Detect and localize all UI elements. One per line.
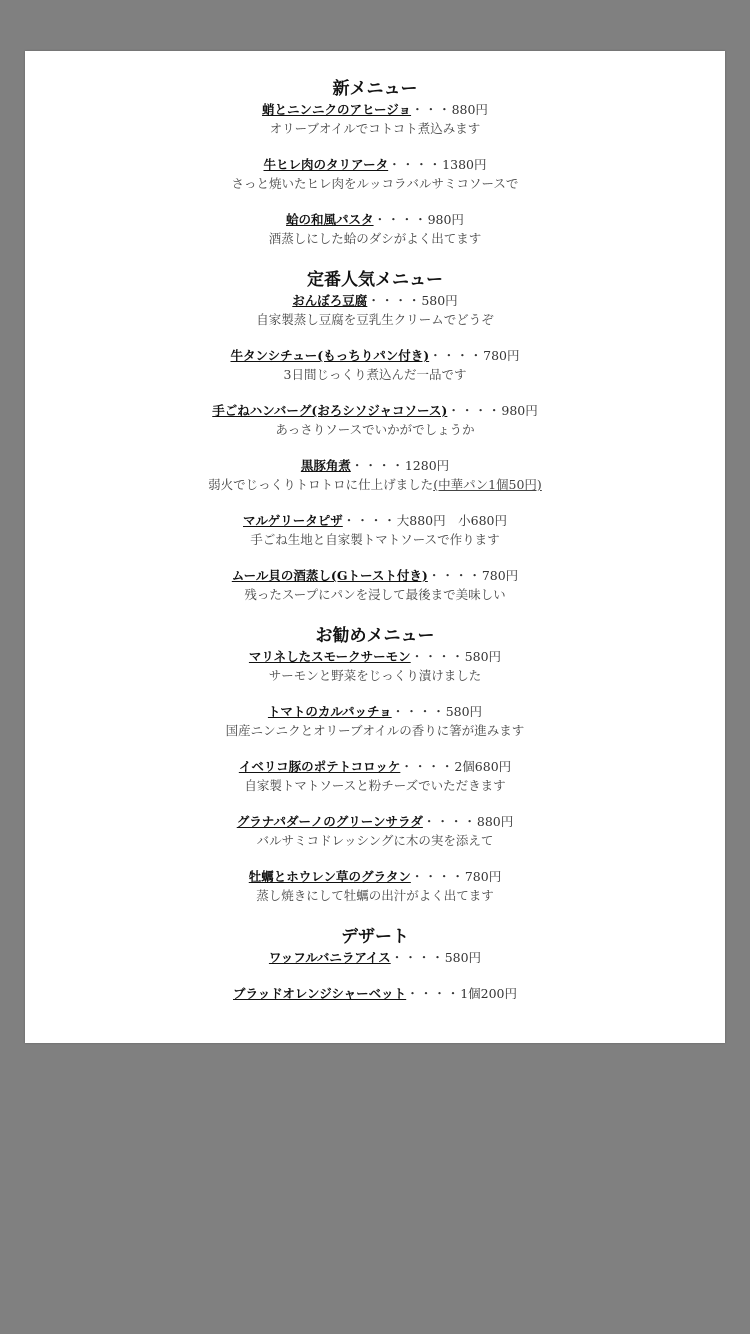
menu-item	[25, 156, 725, 193]
section-title: お勧めメニュー	[315, 626, 435, 646]
item-dots: ・・・・	[342, 513, 397, 528]
menu-item	[25, 949, 725, 967]
item-name: イベリコ豚のポテトコロッケ	[238, 759, 401, 774]
item-dots: ・・・・	[390, 950, 445, 965]
item-price: 780円	[483, 348, 520, 363]
item-name: マルゲリータピザ	[243, 513, 343, 528]
item-name: 牛ヒレ肉のタリアータ	[263, 157, 389, 172]
item-description: 酒蒸しにした蛤のダシがよく出てます	[268, 231, 482, 246]
item-dots: ・・・・	[410, 869, 465, 884]
item-price: 880円	[476, 814, 514, 829]
item-dots: ・・・・	[388, 157, 443, 172]
item-dots: ・・・・	[391, 704, 446, 719]
section-title: 新メニュー	[332, 79, 418, 99]
menu-item	[25, 813, 725, 850]
item-price: 580円	[421, 293, 458, 308]
item-price: 1380円	[442, 157, 487, 172]
menu-page	[25, 51, 725, 1043]
item-price: 880円	[451, 102, 488, 117]
item-name: 手ごねハンバーグ(おろシソジャコソース)	[212, 403, 448, 418]
item-price: 580円	[445, 704, 483, 719]
item-description: あっさりソースでいかがでしょうか	[275, 422, 475, 437]
section-title: デザート	[341, 927, 409, 947]
menu-item	[25, 292, 725, 329]
item-price: 1個200円	[460, 986, 518, 1001]
item-price: 580円	[444, 950, 482, 965]
item-description: サーモンと野菜をじっくり漬けました	[268, 668, 482, 683]
item-name: トマトのカルパッチョ	[267, 704, 392, 719]
item-price: 1280円	[404, 458, 450, 473]
item-dots: ・・・・	[410, 649, 465, 664]
menu-item	[25, 703, 725, 740]
item-dots: ・・・・	[367, 293, 422, 308]
item-dots: ・・・	[411, 102, 452, 117]
menu-item	[25, 648, 725, 685]
item-name: 牡蠣とホウレン草のグラタン	[248, 869, 411, 884]
item-name: マリネしたスモークサーモン	[248, 649, 411, 664]
item-description: 自家製蒸し豆腐を豆乳生クリームでどうぞ	[256, 312, 494, 327]
menu-section-new	[25, 79, 725, 248]
item-dots: ・・・・	[447, 403, 502, 418]
menu-item	[25, 868, 725, 905]
item-price: 大880円 小680円	[396, 513, 507, 528]
menu-item	[25, 211, 725, 248]
menu-item	[25, 457, 725, 494]
section-title: 定番人気メニュー	[307, 270, 443, 290]
item-name: ブラッドオレンジシャーベット	[232, 986, 407, 1001]
item-name: グラナパダーノのグリーンサラダ	[236, 814, 423, 829]
menu-item	[25, 101, 725, 138]
item-description: 自家製トマトソースと粉チーズでいただきます	[244, 778, 506, 793]
item-price: 980円	[427, 212, 464, 227]
item-price: 780円	[464, 869, 502, 884]
menu-section-recommended	[25, 626, 725, 905]
menu-item	[25, 347, 725, 384]
item-description-note: (中華パン1個50円)	[433, 477, 542, 492]
item-name: 黒豚角煮	[300, 458, 351, 473]
item-description: さっと焼いたヒレ肉をルッコラバルサミコソースで	[231, 176, 519, 191]
item-dots: ・・・・	[400, 759, 455, 774]
item-dots: ・・・・	[406, 986, 461, 1001]
item-name: ムール貝の酒蒸し(Gトースト付き)	[231, 568, 428, 583]
item-price: 580円	[464, 649, 502, 664]
item-price: 2個680円	[454, 759, 512, 774]
item-description-text: 弱火でじっくりトロトロに仕上げました	[208, 477, 434, 492]
item-name: 蛸とニンニクのアヒージョ	[262, 102, 412, 117]
item-description	[25, 475, 725, 494]
item-name: おんぼろ豆腐	[292, 293, 368, 308]
item-description: 残ったスープにパンを浸して最後まで美味しい	[244, 587, 506, 602]
item-dots: ・・・・	[350, 458, 405, 473]
menu-item	[25, 758, 725, 795]
menu-section-popular	[25, 270, 725, 604]
item-description: オリーブオイルでコトコト煮込みます	[269, 121, 481, 136]
menu-item	[25, 512, 725, 549]
item-dots: ・・・・	[429, 348, 484, 363]
item-description: バルサミコドレッシングに木の実を添えて	[256, 833, 494, 848]
item-name: 牛タンシチュー(もっちりパン付き)	[230, 348, 430, 363]
item-price: 780円	[481, 568, 519, 583]
item-name: 蛤の和風パスタ	[286, 212, 374, 227]
item-description: 蒸し焼きにして牡蠣の出汁がよく出てます	[256, 888, 494, 903]
item-description: 国産ニンニクとオリーブオイルの香りに箸が進みます	[225, 723, 525, 738]
menu-section-dessert	[25, 927, 725, 1003]
item-dots: ・・・・	[373, 212, 428, 227]
menu-item	[25, 567, 725, 604]
menu-item	[25, 402, 725, 439]
item-price: 980円	[501, 403, 538, 418]
item-description: 3日間じっくり煮込んだ一品です	[283, 367, 467, 382]
item-name: ワッフルバニラアイス	[268, 950, 391, 965]
item-description: 手ごね生地と自家製トマトソースで作ります	[250, 532, 500, 547]
item-dots: ・・・・	[422, 814, 477, 829]
menu-item	[25, 985, 725, 1003]
item-dots: ・・・・	[427, 568, 482, 583]
